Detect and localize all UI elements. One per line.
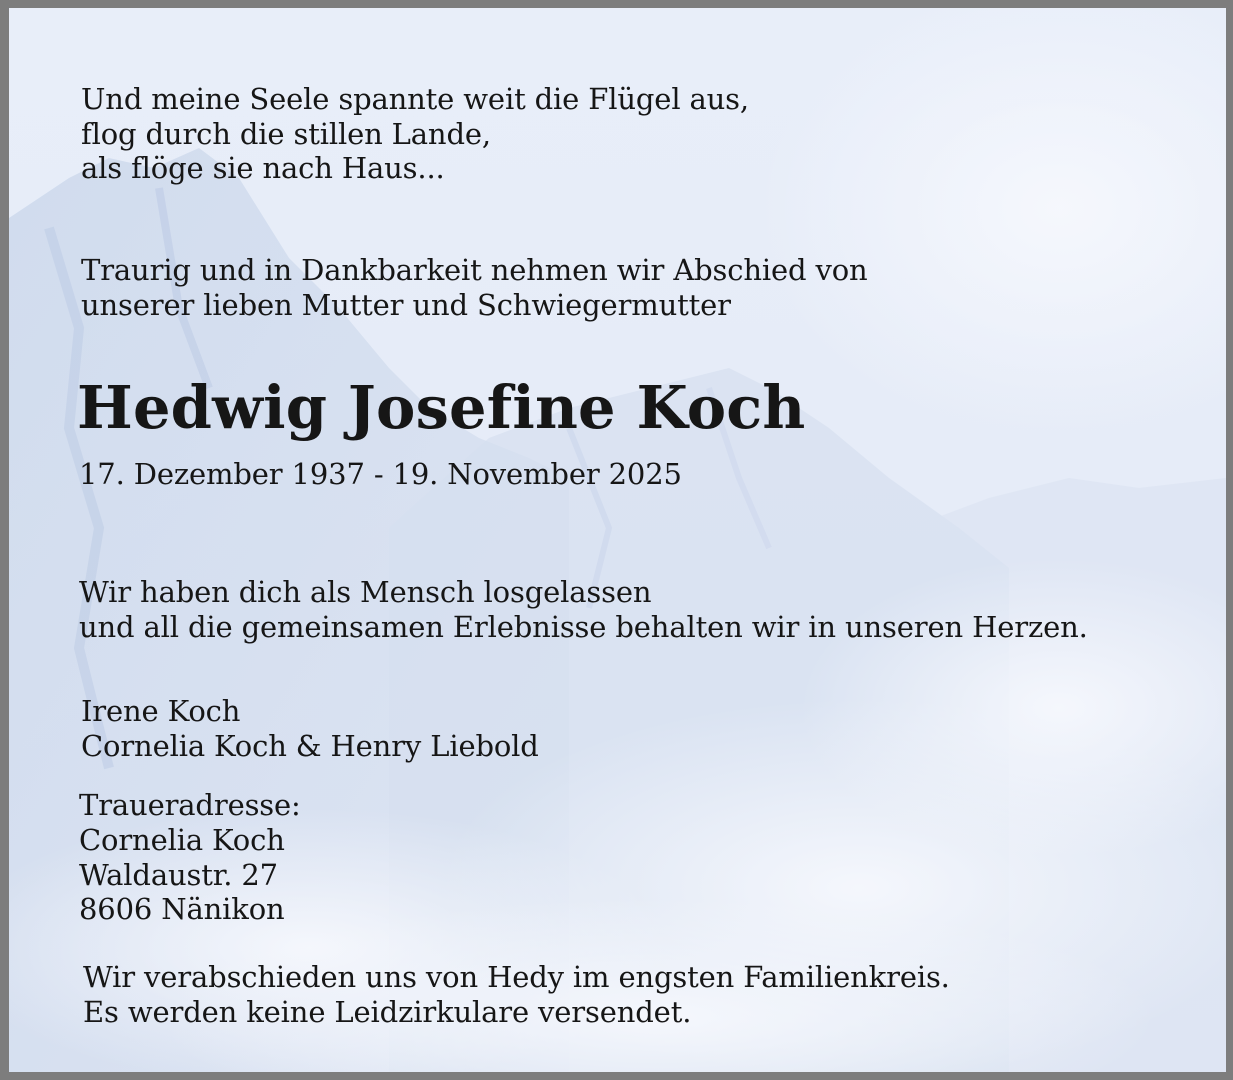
farewell-line: und all die gemeinsamen Erlebnisse behalten wir in unseren Herzen. [79, 609, 1088, 644]
intro-line: unserer lieben Mutter und Schwiegermutter [81, 287, 731, 322]
address-label: Traueradresse: [79, 788, 301, 822]
mourners-list [81, 694, 539, 763]
address-line: Waldaustr. 27 [79, 857, 278, 892]
address-line: 8606 Nänikon [79, 892, 285, 926]
mourner-name: Irene Koch [81, 694, 241, 728]
obituary-card [9, 8, 1226, 1072]
funeral-notice [83, 960, 950, 1029]
address-line: Cornelia Koch [79, 823, 285, 857]
farewell-line: Wir haben dich als Mensch losgelassen [79, 575, 652, 609]
notice-line: Wir verabschieden uns von Hedy im engsten Familienkreis. [83, 960, 950, 994]
mourner-name: Cornelia Koch & Henry Liebold [81, 728, 539, 763]
notice-line: Es werden keine Leidzirkulare versendet. [83, 994, 692, 1029]
intro-line: Traurig und in Dankbarkeit nehmen wir Abschied von [81, 253, 868, 287]
farewell-text [79, 575, 1088, 644]
deceased-name: Hedwig Josefine Koch [77, 373, 806, 442]
poem-line: als flöge sie nach Haus... [81, 151, 445, 185]
poem-line: flog durch die stillen Lande, [81, 116, 491, 151]
life-dates: 17. Dezember 1937 - 19. November 2025 [79, 457, 682, 491]
mourning-address [79, 823, 285, 927]
poem-text [81, 82, 749, 186]
intro-text [81, 253, 868, 322]
poem-line: Und meine Seele spannte weit die Flügel aus, [81, 82, 749, 116]
